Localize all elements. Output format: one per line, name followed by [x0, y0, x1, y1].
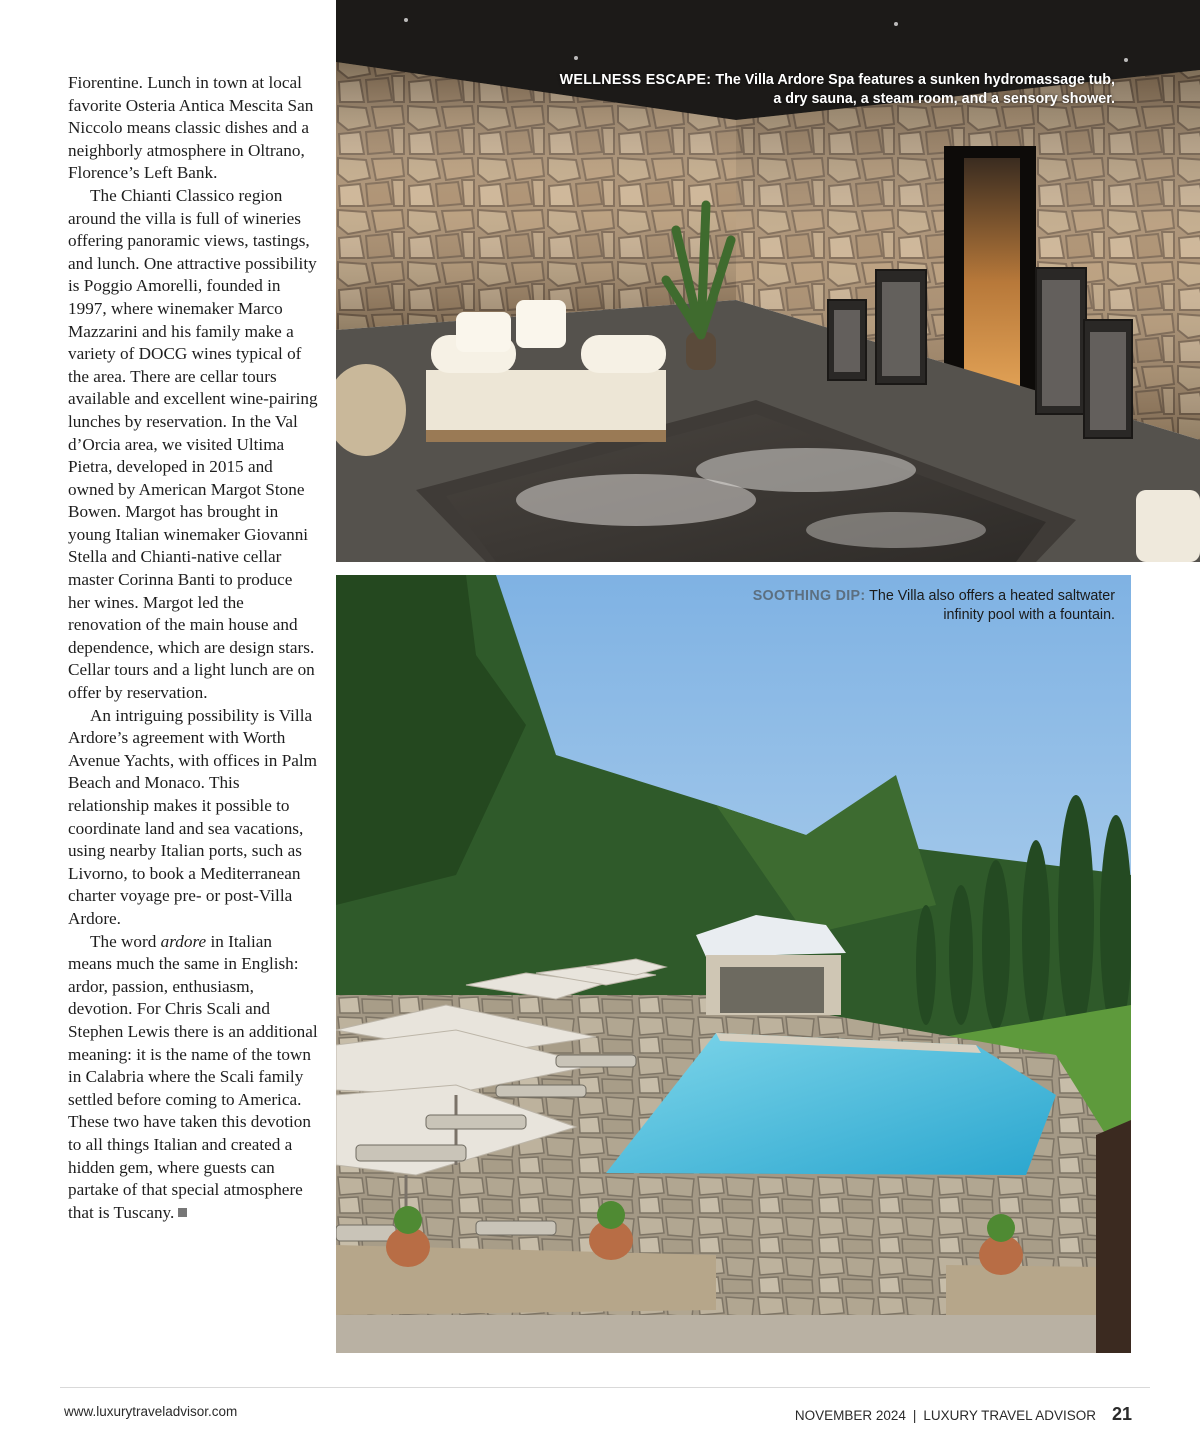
- paragraph-text: The Chianti Classico region around the villa is full of wineries offering panoramic views, tastings, and lunch. One attractive possibility is Poggio Amorelli, founded in 1997, where winemaker Marco Mazzarini and his family make a variety of DOCG wines typical of the area. There are cellar tours available and excellent wine-pairing lunches by reservation. In the Val d’Orcia area, we visited Ultima Pietra, developed in 2015 and owned by American Margot Stone Bowen. Margot has brought in young Italian winemaker Giovanni Stella and Chianti-native cellar master Corinna Banti to produce her wines. Margot led the renovation of the main house and dependence, which are design stars. Cellar tours and a light lunch are on offer by reservation.: [68, 185, 318, 703]
- article-body: [68, 72, 318, 1224]
- article-paragraph: [68, 72, 318, 185]
- footer-url: www.luxurytraveladvisor.com: [64, 1404, 238, 1419]
- article-paragraph: [68, 185, 318, 705]
- footer-issue-info: [795, 1404, 1132, 1425]
- pool-caption-text: The Villa also offers a heated saltwater infinity pool with a fountain.: [865, 588, 1115, 623]
- footer-issue-date: NOVEMBER 2024: [794, 1408, 906, 1423]
- page-number: 21: [1111, 1404, 1132, 1424]
- spa-caption: [555, 71, 1115, 109]
- pool-photo: [336, 575, 1131, 1353]
- pool-caption-kicker: SOOTHING DIP:: [752, 588, 866, 604]
- article-paragraph: [68, 931, 318, 1225]
- footer-separator: |: [912, 1408, 917, 1423]
- pool-caption: [715, 587, 1115, 625]
- paragraph-text: Fiorentine. Lunch in town at local favorite Osteria Antica Mescita San Niccolo means classic dishes and a neighborly atmosphere in Oltrano, Florence’s Left Bank.: [68, 73, 314, 183]
- paragraph-text: The word: [90, 931, 161, 951]
- end-of-article-mark: [178, 1208, 187, 1217]
- footer-magazine-name: LUXURY TRAVEL ADVISOR: [923, 1408, 1096, 1423]
- spa-caption-kicker: WELLNESS ESCAPE:: [559, 72, 712, 88]
- paragraph-text: in Italian means much the same in English: ardor, passion, enthusiasm, devotion. For Chris Scali and Stephen Lewis there is an additional meaning: it is the name of the town in Calabria where the Scali family settled before coming to America. These two have taken this devotion to all things Italian and created a hidden gem, where guests can partake of that special atmosphere that is Tuscany.: [68, 931, 318, 1222]
- spa-caption-text: The Villa Ardore Spa features a sunken hydromassage tub, a dry sauna, a steam room, and a sensory shower.: [711, 72, 1115, 107]
- article-paragraph: [68, 705, 318, 931]
- footer-divider: [60, 1387, 1150, 1388]
- paragraph-text: An intriguing possibility is Villa Ardore’s agreement with Worth Avenue Yachts, with offices in Palm Beach and Monaco. This relationship makes it possible to coordinate land and sea vacations, using nearby Italian ports, such as Livorno, to book a Mediterranean charter voyage pre- or post-Villa Ardore.: [68, 705, 318, 928]
- italic-word: ardore: [160, 931, 207, 951]
- pool-illustration: [336, 575, 1131, 1353]
